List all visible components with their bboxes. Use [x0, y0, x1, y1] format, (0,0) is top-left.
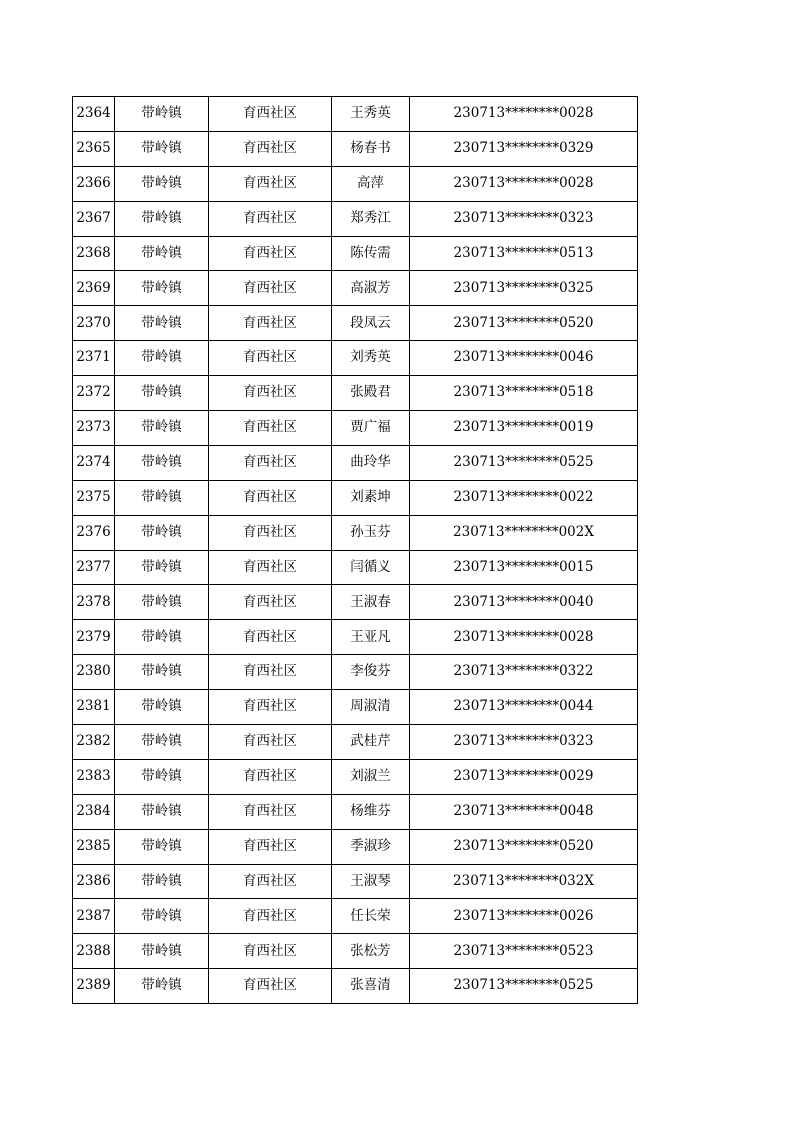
town-cell: 带岭镇: [115, 480, 209, 515]
town-cell: 带岭镇: [115, 934, 209, 969]
row-number: 2370: [73, 306, 115, 341]
community-cell: 育西社区: [209, 864, 332, 899]
town-cell: 带岭镇: [115, 655, 209, 690]
community-cell: 育西社区: [209, 515, 332, 550]
name-cell: 刘秀英: [332, 341, 410, 376]
town-cell: 带岭镇: [115, 131, 209, 166]
row-number: 2385: [73, 829, 115, 864]
name-cell: 李俊芬: [332, 655, 410, 690]
row-number: 2380: [73, 655, 115, 690]
name-cell: 刘淑兰: [332, 759, 410, 794]
table-row: [73, 97, 638, 132]
community-cell: 育西社区: [209, 934, 332, 969]
row-number: 2378: [73, 585, 115, 620]
name-cell: 王淑春: [332, 585, 410, 620]
table-row: [73, 725, 638, 760]
id-number-cell: 230713********0329: [410, 131, 638, 166]
table-row: [73, 131, 638, 166]
name-cell: 郑秀江: [332, 201, 410, 236]
name-cell: 武桂芹: [332, 725, 410, 760]
id-number-cell: 230713********0323: [410, 201, 638, 236]
name-cell: 陈传需: [332, 236, 410, 271]
row-number: 2368: [73, 236, 115, 271]
name-cell: 王亚凡: [332, 620, 410, 655]
town-cell: 带岭镇: [115, 411, 209, 446]
community-cell: 育西社区: [209, 794, 332, 829]
id-number-cell: 230713********032X: [410, 864, 638, 899]
table-row: [73, 515, 638, 550]
name-cell: 曲玲华: [332, 445, 410, 480]
id-number-cell: 230713********0046: [410, 341, 638, 376]
town-cell: 带岭镇: [115, 201, 209, 236]
town-cell: 带岭镇: [115, 550, 209, 585]
id-number-cell: 230713********0520: [410, 829, 638, 864]
town-cell: 带岭镇: [115, 969, 209, 1004]
name-cell: 高淑芳: [332, 271, 410, 306]
town-cell: 带岭镇: [115, 166, 209, 201]
table-row: [73, 166, 638, 201]
community-cell: 育西社区: [209, 969, 332, 1004]
town-cell: 带岭镇: [115, 864, 209, 899]
town-cell: 带岭镇: [115, 271, 209, 306]
community-cell: 育西社区: [209, 236, 332, 271]
community-cell: 育西社区: [209, 97, 332, 132]
community-cell: 育西社区: [209, 271, 332, 306]
table-row: [73, 585, 638, 620]
row-number: 2379: [73, 620, 115, 655]
community-cell: 育西社区: [209, 550, 332, 585]
table-row: [73, 341, 638, 376]
name-cell: 刘素坤: [332, 480, 410, 515]
community-cell: 育西社区: [209, 166, 332, 201]
row-number: 2386: [73, 864, 115, 899]
row-number: 2375: [73, 480, 115, 515]
name-cell: 周淑清: [332, 690, 410, 725]
table-row: [73, 969, 638, 1004]
row-number: 2376: [73, 515, 115, 550]
row-number: 2367: [73, 201, 115, 236]
id-number-cell: 230713********0028: [410, 620, 638, 655]
row-number: 2384: [73, 794, 115, 829]
community-cell: 育西社区: [209, 585, 332, 620]
row-number: 2366: [73, 166, 115, 201]
community-cell: 育西社区: [209, 131, 332, 166]
community-cell: 育西社区: [209, 899, 332, 934]
row-number: 2381: [73, 690, 115, 725]
table-row: [73, 759, 638, 794]
row-number: 2388: [73, 934, 115, 969]
name-cell: 贾广福: [332, 411, 410, 446]
community-cell: 育西社区: [209, 620, 332, 655]
row-number: 2365: [73, 131, 115, 166]
id-number-cell: 230713********0026: [410, 899, 638, 934]
town-cell: 带岭镇: [115, 306, 209, 341]
id-number-cell: 230713********0520: [410, 306, 638, 341]
town-cell: 带岭镇: [115, 376, 209, 411]
id-number-cell: 230713********0015: [410, 550, 638, 585]
name-cell: 杨维芬: [332, 794, 410, 829]
community-cell: 育西社区: [209, 759, 332, 794]
table-row: [73, 236, 638, 271]
community-cell: 育西社区: [209, 445, 332, 480]
town-cell: 带岭镇: [115, 759, 209, 794]
row-number: 2383: [73, 759, 115, 794]
town-cell: 带岭镇: [115, 690, 209, 725]
table-row: [73, 550, 638, 585]
town-cell: 带岭镇: [115, 445, 209, 480]
name-cell: 段凤云: [332, 306, 410, 341]
table-row: [73, 376, 638, 411]
table-row: [73, 445, 638, 480]
community-cell: 育西社区: [209, 201, 332, 236]
table-row: [73, 480, 638, 515]
row-number: 2389: [73, 969, 115, 1004]
row-number: 2377: [73, 550, 115, 585]
table-row: [73, 690, 638, 725]
name-cell: 王秀英: [332, 97, 410, 132]
community-cell: 育西社区: [209, 411, 332, 446]
id-number-cell: 230713********0019: [410, 411, 638, 446]
row-number: 2364: [73, 97, 115, 132]
id-number-cell: 230713********0028: [410, 97, 638, 132]
name-cell: 杨春书: [332, 131, 410, 166]
town-cell: 带岭镇: [115, 829, 209, 864]
id-number-cell: 230713********0044: [410, 690, 638, 725]
town-cell: 带岭镇: [115, 620, 209, 655]
row-number: 2373: [73, 411, 115, 446]
community-cell: 育西社区: [209, 829, 332, 864]
table-row: [73, 271, 638, 306]
id-number-cell: 230713********0518: [410, 376, 638, 411]
community-cell: 育西社区: [209, 306, 332, 341]
name-cell: 闫循义: [332, 550, 410, 585]
table-row: [73, 794, 638, 829]
id-number-cell: 230713********002X: [410, 515, 638, 550]
community-cell: 育西社区: [209, 655, 332, 690]
table-row: [73, 655, 638, 690]
town-cell: 带岭镇: [115, 341, 209, 376]
community-cell: 育西社区: [209, 376, 332, 411]
name-cell: 张松芳: [332, 934, 410, 969]
name-cell: 季淑珍: [332, 829, 410, 864]
town-cell: 带岭镇: [115, 585, 209, 620]
name-cell: 王淑琴: [332, 864, 410, 899]
id-number-cell: 230713********0029: [410, 759, 638, 794]
table-row: [73, 864, 638, 899]
row-number: 2382: [73, 725, 115, 760]
row-number: 2387: [73, 899, 115, 934]
table-row: [73, 306, 638, 341]
row-number: 2374: [73, 445, 115, 480]
id-number-cell: 230713********0022: [410, 480, 638, 515]
town-cell: 带岭镇: [115, 515, 209, 550]
name-cell: 高萍: [332, 166, 410, 201]
id-number-cell: 230713********0513: [410, 236, 638, 271]
id-number-cell: 230713********0048: [410, 794, 638, 829]
table-row: [73, 411, 638, 446]
community-cell: 育西社区: [209, 341, 332, 376]
name-cell: 孙玉芬: [332, 515, 410, 550]
table-row: [73, 620, 638, 655]
community-cell: 育西社区: [209, 480, 332, 515]
id-number-cell: 230713********0523: [410, 934, 638, 969]
table-row: [73, 899, 638, 934]
id-number-cell: 230713********0525: [410, 445, 638, 480]
table-row: [73, 829, 638, 864]
town-cell: 带岭镇: [115, 794, 209, 829]
id-number-cell: 230713********0322: [410, 655, 638, 690]
id-number-cell: 230713********0040: [410, 585, 638, 620]
table-row: [73, 934, 638, 969]
id-number-cell: 230713********0525: [410, 969, 638, 1004]
roster-table: [72, 96, 638, 1004]
town-cell: 带岭镇: [115, 97, 209, 132]
row-number: 2371: [73, 341, 115, 376]
community-cell: 育西社区: [209, 690, 332, 725]
id-number-cell: 230713********0323: [410, 725, 638, 760]
row-number: 2372: [73, 376, 115, 411]
name-cell: 张殿君: [332, 376, 410, 411]
community-cell: 育西社区: [209, 725, 332, 760]
id-number-cell: 230713********0028: [410, 166, 638, 201]
id-number-cell: 230713********0325: [410, 271, 638, 306]
name-cell: 任长荣: [332, 899, 410, 934]
row-number: 2369: [73, 271, 115, 306]
town-cell: 带岭镇: [115, 236, 209, 271]
name-cell: 张喜清: [332, 969, 410, 1004]
town-cell: 带岭镇: [115, 899, 209, 934]
roster-table-body: [73, 97, 638, 1004]
table-row: [73, 201, 638, 236]
town-cell: 带岭镇: [115, 725, 209, 760]
